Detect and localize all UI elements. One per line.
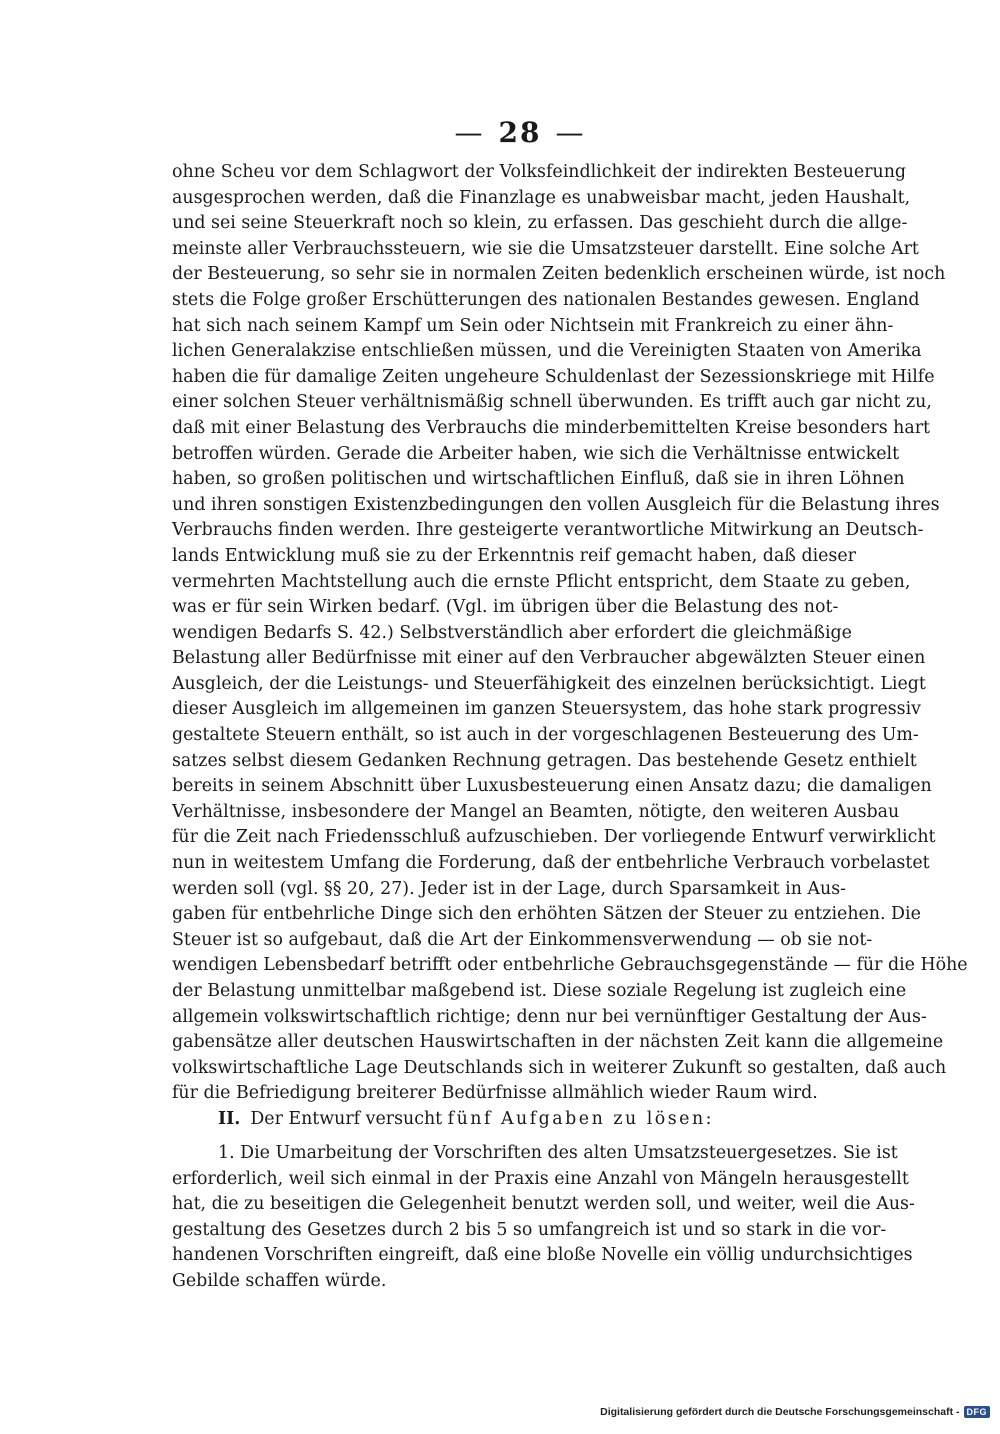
text-line: bereits in seinem Abschnitt über Luxusbesteuerung einen Ansatz dazu; die damaligen xyxy=(172,776,932,797)
text-line: gabensätze aller deutschen Hauswirtschaften in der nächsten Zeit kann die allgemeine xyxy=(172,1032,944,1053)
text-line: meinste aller Verbrauchssteuern, wie sie die Umsatzsteuer darstellt. Eine solche Art xyxy=(172,238,919,259)
text-line: einer solchen Steuer verhältnismäßig schnell überwunden. Es trifft auch gar nicht zu, xyxy=(172,392,932,413)
text-line: 1. Die Umarbeitung der Vorschriften des alten Umsatzsteuergesetzes. Sie ist xyxy=(218,1143,898,1163)
text-line: gestaltung des Gesetzes durch 2 bis 5 so umfangreich ist und so stark in die vor- xyxy=(172,1219,887,1240)
text-line: betroffen würden. Gerade die Arbeiter haben, wie sich die Verhältnisse entwickelt xyxy=(172,443,900,464)
section-heading-prefix: Der Entwurf versucht xyxy=(250,1109,448,1129)
paragraph-1 xyxy=(172,160,968,1107)
section-heading-roman: II. xyxy=(218,1109,241,1129)
text-line: und sei seine Steuerkraft noch so klein, zu erfassen. Das geschieht durch die allge- xyxy=(172,213,908,234)
page-number-dash-left: — xyxy=(454,116,485,149)
text-line: lands Entwicklung muß sie zu der Erkenntnis reif gemacht haben, daß dieser xyxy=(172,545,856,566)
text-line: was er für sein Wirken bedarf. (Vgl. im übrigen über die Belastung des not- xyxy=(172,597,839,618)
text-line: allgemein volkswirtschaftlich richtige; denn nur bei vernünftiger Gestaltung der Aus- xyxy=(172,1006,927,1027)
text-line: stets die Folge großer Erschütterungen des nationalen Bestandes gewesen. England xyxy=(172,289,920,310)
text-line: der Belastung unmittelbar maßgebend ist. Diese soziale Regelung ist zugleich eine xyxy=(172,981,907,1001)
section-heading xyxy=(218,1107,838,1133)
text-line: ausgesprochen werden, daß die Finanzlage es unabweisbar macht, jeden Haushalt, xyxy=(172,187,911,208)
text-line: haben, so großen politischen und wirtschaftlichen Einfluß, daß sie in ihren Löhnen xyxy=(172,469,905,490)
text-line: hat sich nach seinem Kampf um Sein oder Nichtsein mit Frankreich zu einer ähn- xyxy=(172,315,894,336)
dfg-logo-icon: DFG xyxy=(964,1406,991,1418)
text-line: werden soll (vgl. §§ 20, 27). Jeder ist in der Lage, durch Sparsamkeit in Aus- xyxy=(172,878,846,899)
page-number-dash-right: — xyxy=(555,116,586,149)
text-line: gestaltete Steuern enthält, so ist auch in der vorgeschlagenen Besteuerung des Um- xyxy=(172,725,919,746)
footer-credit xyxy=(600,1406,990,1418)
footer-text: Digitalisierung gefördert durch die Deutsche Forschungsgemeinschaft - xyxy=(600,1406,960,1418)
text-line: für die Befriedigung breiterer Bedürfnisse allmählich wieder Raum wird. xyxy=(172,1083,818,1104)
text-line: Verbrauchs finden werden. Ihre gesteigerte verantwortliche Mitwirkung an Deutsch- xyxy=(172,520,924,541)
page-number-value: 28 xyxy=(498,116,542,149)
text-line: wendigen Bedarfs S. 42.) Selbstverständlich aber erfordert die gleichmäßige xyxy=(172,622,852,643)
paragraph-2 xyxy=(172,1141,915,1295)
text-line: ohne Scheu vor dem Schlagwort der Volksfeindlichkeit der indirekten Besteuerung xyxy=(172,162,907,182)
text-line: der Besteuerung, so sehr sie in normalen Zeiten bedenklich erscheinen würde, ist noch xyxy=(172,264,946,285)
text-line: Belastung aller Bedürfnisse mit einer auf den Verbraucher abgewälzten Steuer einen xyxy=(172,648,926,669)
text-line: für die Zeit nach Friedensschluß aufzuschieben. Der vorliegende Entwurf verwirklicht xyxy=(172,827,936,848)
text-line: erforderlich, weil sich einmal in der Praxis eine Anzahl von Mängeln herausgestellt xyxy=(172,1168,909,1189)
section-heading-spaced: fünf Aufgaben zu lösen: xyxy=(447,1109,715,1129)
text-line: dieser Ausgleich im allgemeinen im ganzen Steuersystem, das hohe stark progressiv xyxy=(172,699,921,720)
text-line: satzes selbst diesem Gedanken Rechnung getragen. Das bestehende Gesetz enthielt xyxy=(172,750,917,771)
text-line: gaben für entbehrliche Dinge sich den erhöhten Sätzen der Steuer zu entziehen. Die xyxy=(172,904,921,925)
text-line: hat, die zu beseitigen die Gelegenheit benutzt werden soll, und weiter, weil die Aus- xyxy=(172,1194,915,1215)
text-line: vermehrten Machtstellung auch die ernste Pflicht entspricht, dem Staate zu geben, xyxy=(172,571,911,592)
text-line: Steuer ist so aufgebaut, daß die Art der Einkommensverwendung — ob sie not- xyxy=(172,929,873,950)
text-line: Verhältnisse, insbesondere der Mangel an Beamten, nötigte, den weiteren Ausbau xyxy=(172,801,900,822)
text-line: haben die für damalige Zeiten ungeheure Schuldenlast der Sezessionskriege mit Hilfe xyxy=(172,366,935,387)
text-line: Ausgleich, der die Leistungs- und Steuerfähigkeit des einzelnen berücksichtigt. Liegt xyxy=(172,673,926,694)
text-line: und ihren sonstigen Existenzbedingungen den vollen Ausgleich für die Belastung ihres xyxy=(172,494,940,515)
text-line: Gebilde schaffen würde. xyxy=(172,1270,387,1291)
text-line: daß mit einer Belastung des Verbrauchs die minderbemittelten Kreise besonders hart xyxy=(172,417,931,438)
text-line: wendigen Lebensbedarf betrifft oder entbehrliche Gebrauchsgegenstände — für die Höhe xyxy=(172,955,968,976)
text-line: handenen Vorschriften eingreift, daß eine bloße Novelle ein völlig undurchsichtiges xyxy=(172,1245,913,1266)
text-line: volkswirtschaftliche Lage Deutschlands sich in weiterer Zukunft so gestalten, daß auch xyxy=(172,1057,947,1078)
text-line: lichen Generalakzise entschließen müssen, und die Vereinigten Staaten von Amerika xyxy=(172,341,922,362)
text-line: nun in weitestem Umfang die Forderung, daß der entbehrliche Verbrauch vorbelastet xyxy=(172,853,930,874)
page-number xyxy=(0,116,1000,149)
